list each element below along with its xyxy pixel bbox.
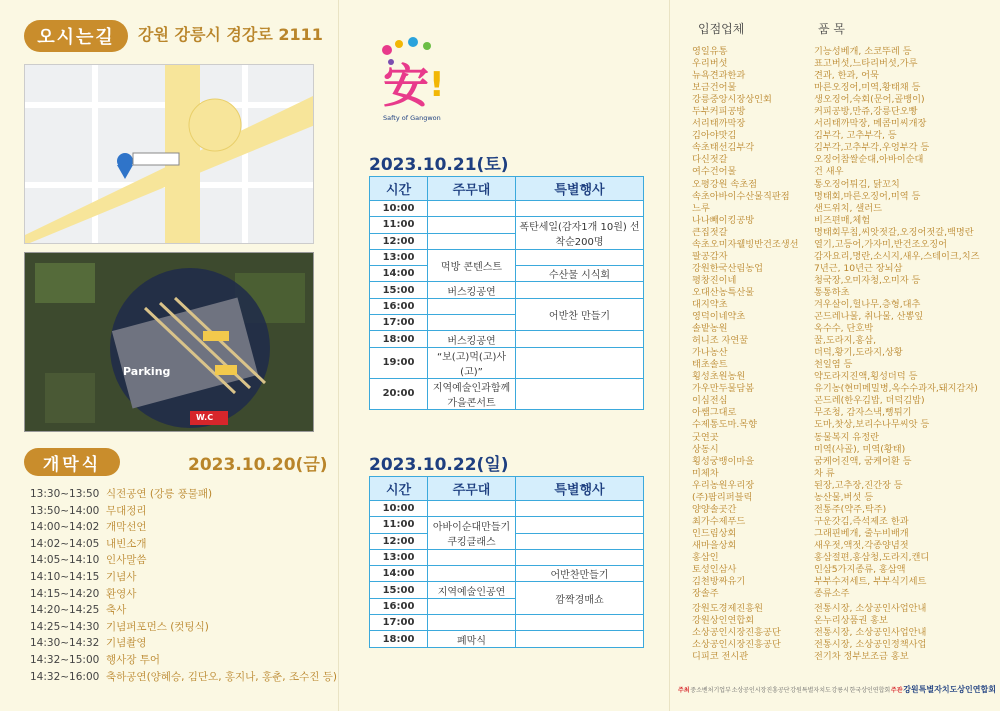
- banchan-event: 어반찬 만들기: [516, 298, 644, 331]
- directions-panel: [0, 0, 338, 711]
- table-row: 14:00 어반찬만들기: [370, 566, 644, 582]
- vendor-item: 생오징어,숙회(문어,골뱅이): [814, 94, 925, 106]
- vendor-item: 곤드레(한우김밥, 더덕김밥): [814, 395, 925, 407]
- vendor-name: 강원한국산림농업: [692, 262, 764, 274]
- busking-event: 버스킹공연: [428, 282, 516, 298]
- schedule-panel: [338, 0, 670, 711]
- cooking-class-event: 아바이순대만들기 쿠킹클래스: [428, 517, 516, 550]
- sponsor-logo: 소상공인시장진흥공단: [731, 686, 790, 694]
- opening-date: 2023.10.20(금): [188, 455, 328, 475]
- list-item: 14:30~14:32 기념촬영: [30, 637, 147, 650]
- vendor-item: 마른오징어,미역,황태채 등: [814, 82, 921, 94]
- sale-event: 폭탄세일(감자1개 10원) 선착순200명: [516, 217, 644, 250]
- vendor-name: 뉴욕견과한과: [692, 70, 746, 82]
- table-row: 16:00: [370, 598, 644, 614]
- ceremony-list: [30, 486, 337, 685]
- table-row: 15:00 버스킹공연: [370, 282, 644, 298]
- vendor-name: 큰집젓갈: [692, 226, 728, 238]
- vendor-name: 다신젓갈: [692, 154, 728, 166]
- vendor-name: 영덕이네약초: [692, 311, 746, 323]
- vendor-row: [692, 540, 1000, 552]
- table-row: 12:00: [370, 233, 644, 249]
- vendor-name: 소상공인시장진흥공단: [692, 639, 781, 651]
- table-row: 10:00: [370, 201, 644, 217]
- vendor-item: 천일염 등: [814, 359, 853, 371]
- vendor-list: [692, 46, 1000, 600]
- table-row: 16:00 어반찬 만들기: [370, 298, 644, 314]
- vendor-name: 상동시: [692, 443, 719, 455]
- list-item: 14:05~14:10 인사말씀: [30, 554, 147, 567]
- vendor-item: 곤드레나물, 취나물, 산뽕잎: [814, 311, 924, 323]
- mukbang-event: 먹방 콘텐스트: [428, 249, 516, 282]
- vendor-item: 미역(사골), 미역(황태): [814, 443, 906, 455]
- vendor-row: [692, 58, 1000, 70]
- vendor-item: 김부각,고추부각,우엉부각 등: [814, 142, 930, 154]
- vendor-name: 서리태까막장: [692, 118, 746, 130]
- vendor-row: [692, 106, 1000, 118]
- vendor-item: 명태회무침,씨앗젓갈,오징어젓갈,백명란: [814, 226, 974, 238]
- table-row: 13:00: [370, 549, 644, 565]
- vendor-row: [692, 552, 1000, 564]
- vendor-row: [692, 651, 1000, 663]
- vendor-name: 디피코 전시관: [692, 651, 749, 663]
- vendor-item: 옥수수, 단호박: [814, 323, 874, 335]
- vendor-item: 된장,고추장,진간장 등: [814, 479, 903, 491]
- vendor-name: 미체차: [692, 467, 719, 479]
- vendor-name: 평창진이네: [692, 274, 737, 286]
- table-row: 20:00 지역예술인과함께 가을콘서트: [370, 378, 644, 409]
- table-row: 18:00 버스킹공연: [370, 331, 644, 347]
- vendor-name: 횡성궁뱅이마을: [692, 455, 755, 467]
- vendor-item: 서리태까막장, 메콤미씨개장: [814, 118, 927, 130]
- vendor-row: [692, 70, 1000, 82]
- local-art-event: 지역예술인공연: [428, 582, 516, 598]
- vendor-row: [692, 639, 1000, 651]
- vendor-row: [692, 311, 1000, 323]
- street-map-drawing: [25, 65, 314, 244]
- vendor-row: [692, 419, 1000, 431]
- list-item: 14:02~14:05 내빈소개: [30, 537, 147, 550]
- directions-badge: 오시는길: [24, 20, 128, 52]
- vendor-row: [692, 275, 1000, 287]
- vendor-name: 허니조 자연꿀: [692, 335, 749, 347]
- day1-schedule-table: [369, 176, 644, 410]
- opening-badge: 개막식: [24, 448, 120, 476]
- vendor-row: [692, 588, 1000, 600]
- vendor-row: [692, 142, 1000, 154]
- vendor-item: 명태회,마른오징어,미역 등: [814, 190, 921, 202]
- vendor-row: [692, 516, 1000, 528]
- vendor-row: [692, 347, 1000, 359]
- vendor-row: [692, 118, 1000, 130]
- vendor-name: 홍삼인: [692, 551, 719, 563]
- vendor-name: (주)팜리퍼블릭: [692, 491, 753, 503]
- vendor-row: [692, 504, 1000, 516]
- vendor-row: [692, 615, 1000, 627]
- vendor-item: 김부각, 고추부각, 등: [814, 130, 897, 142]
- vendor-name: 우리버섯: [692, 58, 728, 70]
- organizer-name: 강원특별자치도상인연합회: [903, 684, 996, 694]
- vendor-item: 굼케어진액, 굼케어환 등: [814, 455, 912, 467]
- vendor-item: 통통하초: [814, 286, 850, 298]
- vendor-item: 전통시장, 소상공인정책사업: [814, 639, 927, 651]
- vendor-name: 속초태선김부각: [692, 142, 755, 154]
- vendor-name: 오평강원 속초점: [692, 178, 758, 190]
- vendor-item: 7년근, 10년근 장뇌삼: [814, 262, 903, 274]
- vendor-item: 유기농(현미메밀병,옥수수과자,돼지감자): [814, 383, 978, 395]
- vendor-row: [692, 528, 1000, 540]
- vendor-item: 농산물,버섯 등: [814, 491, 874, 503]
- bogomeok-event: “보(고)먹(고)사(고)”: [428, 347, 516, 378]
- vendor-item: 청국장,오미자청,오미자 등: [814, 274, 921, 286]
- list-item: 14:32~15:00 행사장 투어: [30, 653, 161, 666]
- closing-event: 폐막식: [428, 631, 516, 647]
- vendor-item: 차 류: [814, 467, 835, 479]
- item-column-header: 품 목: [818, 22, 845, 36]
- sponsor-footer: [678, 682, 996, 696]
- busking-event: 버스킹공연: [428, 331, 516, 347]
- vendor-row: [692, 456, 1000, 468]
- vendor-name: 강원도경제진흥원: [692, 603, 764, 614]
- table-row: 17:00: [370, 615, 644, 631]
- list-item: 14:20~14:25 축사: [30, 604, 127, 617]
- vendor-item: 견과, 한과, 어묵: [814, 70, 879, 82]
- vendor-name: 나나빼이킹공방: [692, 214, 755, 226]
- organizer-label: 주관: [890, 686, 903, 694]
- sponsor-logo: 한국상인연합회: [849, 686, 891, 694]
- vendor-item: 온누리상품권 홍보: [814, 615, 888, 627]
- vendor-row: [692, 287, 1000, 299]
- banchan-event: 어반찬만들기: [516, 566, 644, 582]
- vendor-row: [692, 444, 1000, 456]
- street-map[interactable]: [24, 64, 314, 244]
- list-item: 14:25~14:30 기념퍼포먼스 (컷팅식): [30, 620, 209, 633]
- vendor-name: 태초솔트: [692, 359, 728, 371]
- vendor-name: 보금건어물: [692, 82, 737, 94]
- vendor-name: 강릉중앙시장상인회: [692, 94, 772, 106]
- vendor-item: 구운갓김,즉석제조 한과: [814, 515, 909, 527]
- day2-schedule-table: [369, 476, 644, 648]
- vendor-name: 느루: [692, 202, 710, 214]
- vendor-name: 김천방짜유기: [692, 576, 746, 588]
- vendor-item: 겨우살이,헐나무,층형,대추: [814, 298, 921, 310]
- aerial-map-drawing: [25, 253, 314, 432]
- table-row: 12:00: [370, 533, 644, 549]
- table-header-row: 시간 주무대 특별행사: [370, 177, 644, 201]
- vendor-name: 여수건어물: [692, 166, 737, 178]
- vendor-item: 전통주(약주,탁주): [814, 503, 887, 515]
- vendor-name: 소상공인시장진흥공단: [692, 627, 781, 639]
- vendor-name: 이심전심: [692, 395, 728, 407]
- vendor-item: 도마,찻상,보리수나무씨앗 등: [814, 419, 930, 431]
- vendor-item: 비즈편매,체험: [814, 214, 871, 226]
- vendor-item: 오징어참쌀순대,아바이순대: [814, 154, 924, 166]
- vendor-item: 부부수저세트, 부부식기세트: [814, 576, 927, 588]
- table-row: 10:00: [370, 501, 644, 517]
- vendor-item: 종류소주: [814, 588, 850, 600]
- vendor-name: 장솔주: [692, 588, 719, 600]
- vendor-name: 대지약초: [692, 298, 728, 310]
- vendor-row: [692, 191, 1000, 203]
- sponsor-logo: 강릉시: [831, 686, 849, 694]
- vendor-name: 토성인삼사: [692, 564, 737, 576]
- table-row: 17:00: [370, 315, 644, 331]
- list-item: 14:00~14:02 개막선언: [30, 521, 147, 534]
- vendor-name: 수제통도마.목향: [692, 419, 758, 431]
- vendor-item: 커피공방,만쥬,강릉단오빵: [814, 106, 918, 118]
- vendor-row: [692, 215, 1000, 227]
- vendor-name: 팔공감자: [692, 250, 728, 262]
- vendor-row: [692, 227, 1000, 239]
- table-row: 19:00 “보(고)먹(고)사(고)”: [370, 347, 644, 378]
- vendor-name: 횡성초원농원: [692, 371, 746, 383]
- vendor-row: [692, 335, 1000, 347]
- safety-logo: [369, 36, 459, 126]
- vendor-name: 인드림상회: [692, 527, 737, 539]
- vendor-name: 솔밭농원: [692, 323, 728, 335]
- vendor-name: 새마을상회: [692, 539, 737, 551]
- table-row: 15:00 지역예술인공연 깜짝경매쇼: [370, 582, 644, 598]
- vendor-name: 속초오미자웰빙반건조생선: [692, 238, 799, 250]
- vendor-item: 인삼5가지종류, 홍삼액: [814, 564, 906, 576]
- vendor-item: 열기,고등어,가자미,반건조오징어: [814, 238, 948, 250]
- vendor-row: [692, 299, 1000, 311]
- vendor-item: 표고버섯,느타리버섯,가루: [814, 58, 918, 70]
- table-row: 11:00 폭탄세일(감자1개 10원) 선착순200명: [370, 217, 644, 233]
- vendor-row: [692, 576, 1000, 588]
- vendor-name: 양양솔곳간: [692, 503, 737, 515]
- vendor-item: 샌드위치, 샐러드: [814, 202, 882, 214]
- list-item: 14:15~14:20 환영사: [30, 587, 137, 600]
- host-label: 주최: [678, 686, 690, 694]
- vendor-name: 우리농원우리장: [692, 479, 755, 491]
- vendor-name: 김아야맛김: [692, 130, 737, 142]
- vendor-column-header: 입점업체: [698, 22, 745, 36]
- vendors-panel: [670, 0, 1000, 711]
- vendor-row: [692, 371, 1000, 383]
- vendor-row: [692, 603, 1000, 615]
- vendor-name: 가우만두물담봄: [692, 383, 755, 395]
- list-item: 13:30~13:50 식전공연 (강릉 풍물패): [30, 488, 213, 500]
- vendor-name: 최가수제푸드: [692, 515, 746, 527]
- vendor-row: [692, 46, 1000, 58]
- auction-event: 깜짝경매쇼: [516, 582, 644, 615]
- vendor-item: 홍삼절편,홍삼청,도라지,캔디: [814, 551, 930, 563]
- table-row: 14:00 수산물 시식회: [370, 266, 644, 282]
- vendor-name: 굿연곳: [692, 431, 719, 443]
- table-row: 13:00 먹방 콘텐스트: [370, 249, 644, 265]
- vendor-row: [692, 179, 1000, 191]
- logo-caption: Safty of Gangwon: [383, 114, 441, 122]
- vendor-item: 통오징어튀김, 닭꼬치: [814, 178, 900, 190]
- vendor-row: [692, 130, 1000, 142]
- vendor-item: 전통시장, 소상공인사업안내: [814, 603, 927, 614]
- vendor-item: 새우젓,액젓,각종양념젓: [814, 539, 909, 551]
- table-row: 18:00 폐막식: [370, 631, 644, 647]
- table-header-row: 시간 주무대 특별행사: [370, 477, 644, 501]
- vendor-row: [692, 154, 1000, 166]
- vendor-row: [692, 263, 1000, 275]
- vendor-row: [692, 166, 1000, 178]
- vendor-row: [692, 383, 1000, 395]
- sponsor-logo: 강원특별자치도: [790, 686, 831, 694]
- vendor-item: 더덕,황기,도라지,상황: [814, 347, 903, 359]
- vendor-item: 동물복지 유정란: [814, 431, 880, 443]
- concert-event: 지역예술인과함께 가을콘서트: [428, 378, 516, 409]
- vendor-item: 기능성베개, 소코뚜레 등: [814, 46, 912, 57]
- vendor-item: 약도라지진액,횡성더덕 등: [814, 371, 918, 383]
- vendor-item: 무조청, 감자스낵,뻥튀기: [814, 407, 912, 419]
- organization-list: [692, 603, 1000, 663]
- vendor-row: [692, 94, 1000, 106]
- vendor-item: 전기차 정부보조금 홍보: [814, 651, 909, 663]
- vendor-name: 가나농산: [692, 347, 728, 359]
- vendor-item: 건 새우: [814, 166, 844, 178]
- seafood-event: 수산물 시식회: [516, 266, 644, 282]
- svg-text:!: !: [429, 65, 445, 105]
- list-item: 13:50~14:00 무대정리: [30, 504, 147, 517]
- vendor-row: [692, 82, 1000, 94]
- vendor-row: [692, 395, 1000, 407]
- list-item: 14:32~16:00 축하공연(양혜승, 김단오, 홍지나, 홍춘, 조수진 등): [30, 670, 337, 683]
- vendor-item: 그래핀베개, 줄누비배개: [814, 527, 909, 539]
- address: 강원 강릉시 경강로 2111: [138, 25, 323, 44]
- vendor-name: 속초아바이수산물직판점: [692, 190, 790, 202]
- vendor-row: [692, 492, 1000, 504]
- wc-label: W.C: [196, 413, 214, 422]
- vendor-name: 강원상인연합회: [692, 615, 755, 627]
- vendor-name: 아쌤그대로: [692, 407, 737, 419]
- vendor-row: [692, 480, 1000, 492]
- sponsor-logo: 중소벤처기업부: [690, 686, 731, 694]
- vendor-item: 감자요리,명란,소시지,새우,스테이크,치즈: [814, 250, 980, 262]
- vendor-row: [692, 359, 1000, 371]
- vendor-row: [692, 407, 1000, 419]
- list-item: 14:10~14:15 기념사: [30, 570, 137, 583]
- day1-title: 2023.10.21(토): [369, 155, 509, 175]
- vendor-item: 전통시장, 소상공인사업안내: [814, 627, 927, 639]
- vendor-name: 오대산농특산물: [692, 286, 755, 298]
- svg-text:安: 安: [383, 59, 429, 113]
- vendor-item: 꿀,도라지,홍삼,: [814, 335, 877, 347]
- vendor-row: [692, 251, 1000, 263]
- aerial-map[interactable]: [24, 252, 314, 432]
- table-row: 11:00 아바이순대만들기 쿠킹클래스: [370, 517, 644, 533]
- parking-label: Parking: [123, 365, 171, 378]
- day2-title: 2023.10.22(일): [369, 455, 509, 475]
- vendor-name: 두부커피공방: [692, 106, 746, 118]
- vendor-row: [692, 239, 1000, 251]
- vendor-row: [692, 203, 1000, 215]
- vendor-row: [692, 564, 1000, 576]
- vendor-row: [692, 468, 1000, 480]
- vendor-row: [692, 627, 1000, 639]
- vendor-name: 영일유통: [692, 46, 728, 57]
- vendor-row: [692, 432, 1000, 444]
- vendor-row: [692, 323, 1000, 335]
